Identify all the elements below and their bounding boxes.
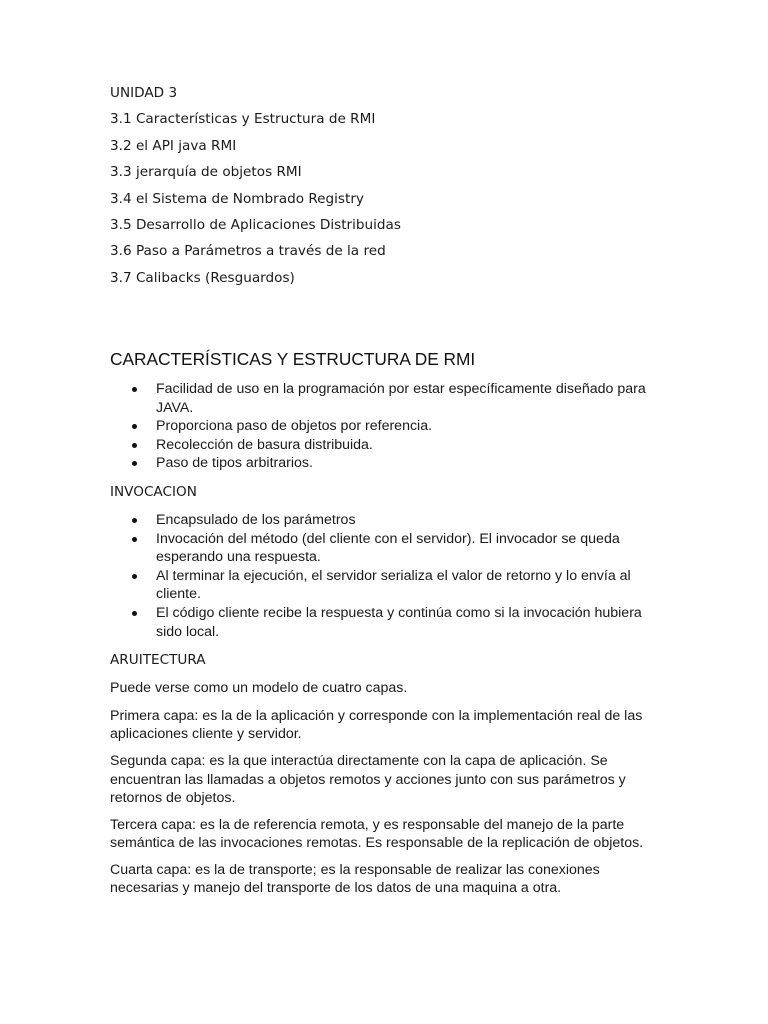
outline-item: 3.4 el Sistema de Nombrado Registry	[110, 190, 364, 207]
architecture-heading: ARUITECTURA	[110, 652, 206, 669]
outline-item: 3.1 Características y Estructura de RMI	[110, 111, 376, 128]
document-body	[110, 346, 658, 906]
invocation-list	[110, 511, 658, 641]
architecture-paragraph: Tercera capa: es la de referencia remota, y es responsable del manejo de la parte semántica de las invocaciones remotas. Es responsable de la replicación de objetos.	[110, 816, 644, 852]
list-item	[110, 530, 658, 567]
bullet-icon	[132, 611, 137, 616]
list-item-text: Encapsulado de los parámetros	[156, 511, 356, 528]
list-item-text: El código cliente recibe la respuesta y continúa como si la invocación hubiera sido local.	[156, 604, 642, 640]
architecture-paragraph: Segunda capa: es la que interactúa directamente con la capa de aplicación. Se encuentran las llamadas a objetos remotos y acciones junto con sus parámetros y retornos de objetos.	[110, 752, 626, 807]
invocation-heading: INVOCACION	[110, 483, 197, 500]
bullet-icon	[132, 537, 137, 542]
list-item	[110, 436, 658, 455]
outline-item: 3.2 el API java RMI	[110, 137, 237, 154]
list-item-text: Paso de tipos arbitrarios.	[156, 455, 313, 472]
list-item	[110, 567, 658, 604]
architecture-paragraph: Cuarta capa: es la de transporte; es la responsable de realizar las conexiones necesarias y manejo del transporte de los datos de una maquina a otra.	[110, 861, 600, 897]
bullet-icon	[132, 574, 137, 579]
bullet-icon	[132, 443, 137, 448]
list-item	[110, 417, 658, 436]
outline-title: UNIDAD 3	[110, 85, 178, 101]
outline-item: 3.6 Paso a Parámetros a través de la red	[110, 243, 386, 260]
features-heading: CARACTERÍSTICAS Y ESTRUCTURA DE RMI	[110, 349, 476, 369]
bullet-icon	[132, 461, 137, 466]
list-item	[110, 511, 658, 530]
list-item-text: Al terminar la ejecución, el servidor serializa el valor de retorno y lo envía al cliente.	[156, 567, 631, 603]
bullet-icon	[132, 424, 137, 429]
list-item-text: Recolección de basura distribuida.	[156, 436, 373, 453]
list-item-text: Invocación del método (del cliente con el servidor). El invocador se queda esperando una respuesta.	[156, 530, 620, 566]
features-list	[110, 380, 658, 473]
bullet-icon	[132, 518, 137, 523]
bullet-icon	[132, 387, 137, 392]
unit-outline	[110, 84, 670, 295]
architecture-paragraph: Puede verse como un modelo de cuatro capas.	[110, 680, 408, 697]
list-item	[110, 454, 658, 473]
list-item	[110, 380, 658, 417]
outline-item: 3.5 Desarrollo de Aplicaciones Distribuidas	[110, 216, 401, 233]
list-item-text: Proporciona paso de objetos por referencia.	[156, 418, 433, 435]
list-item-text: Facilidad de uso en la programación por estar específicamente diseñado para JAVA.	[156, 381, 646, 416]
architecture-paragraph: Primera capa: es la de la aplicación y corresponde con la implementación real de las aplicaciones cliente y servidor.	[110, 707, 643, 743]
outline-item: 3.7 Calibacks (Resguardos)	[110, 269, 295, 286]
list-item	[110, 604, 658, 641]
outline-item: 3.3 jerarquía de objetos RMI	[110, 164, 302, 181]
